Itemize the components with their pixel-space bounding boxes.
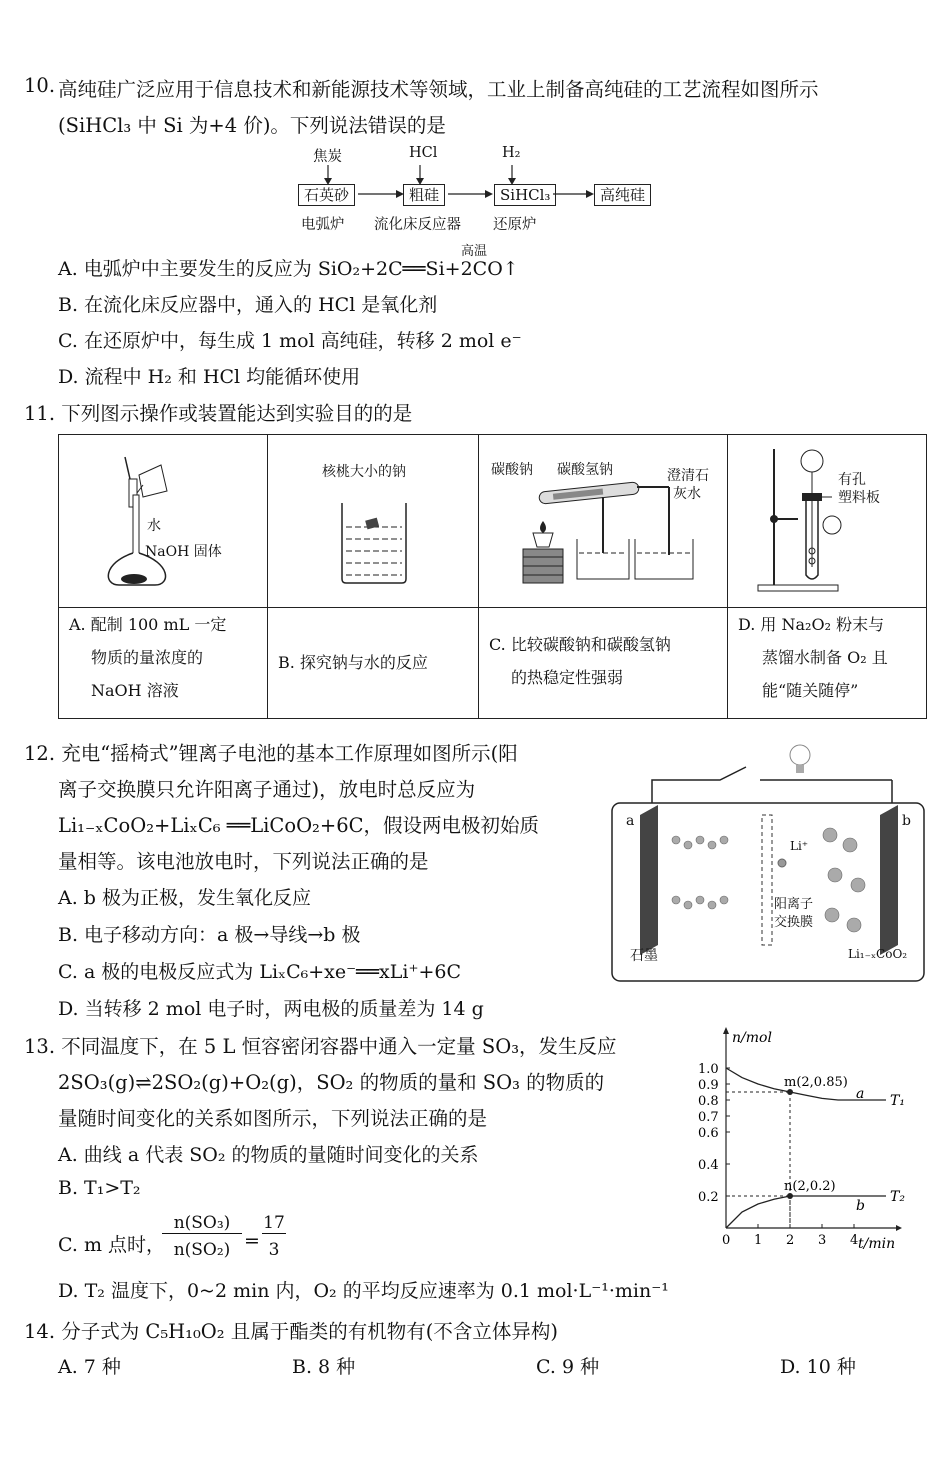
battery-label-membrane-1: 阳离子 [774, 897, 814, 912]
battery-label-a: a [626, 813, 635, 829]
q13-chart [690, 1022, 935, 1250]
label-walnut-sodium: 核桃大小的钠 [322, 464, 406, 480]
y-tick-label: 1.0 [698, 1062, 719, 1077]
x-tick-label: 3 [818, 1233, 827, 1248]
battery-label-li-ion: Li⁺ [790, 839, 809, 853]
q12-line3: Li₁₋ₓCoO₂+LiₓC₆ ══LiCoO₂+6C，假设两电极初始质 [58, 814, 540, 837]
y-axis-arrow [723, 1027, 729, 1034]
q11-cell-c [479, 608, 727, 718]
flow-unit-fluidized-bed: 流化床反应器 [374, 217, 461, 233]
q10-option-b: B. 在流化床反应器中，通入的 HCl 是氧化剂 [58, 294, 438, 316]
q12-line2: 离子交换膜只允许阳离子通过)，放电时总反应为 [58, 778, 476, 801]
q11-cell-a [59, 608, 267, 718]
q12-line4: 量相等。该电池放电时，下列说法正确的是 [58, 850, 429, 873]
q14-option-a: A. 7 种 [58, 1356, 121, 1378]
x-tick-label: 0 [722, 1233, 731, 1248]
q13-option-b: B. T₁>T₂ [58, 1177, 141, 1199]
q11-cell-a-line3: NaOH 溶液 [91, 681, 179, 700]
q13-option-c-numerator: n(SO₃) [162, 1213, 242, 1234]
flow-box-sihcl3: SiHCl₃ [494, 184, 556, 206]
q11-cell-a-line1: A. 配制 100 mL 一定 [69, 615, 227, 634]
label-na2co3: 碳酸钠 [491, 462, 533, 478]
q13-option-c-prefix: C. m 点时， [58, 1234, 165, 1256]
flow-input-hcl: HCl [409, 145, 438, 161]
q11-img-d [728, 435, 926, 607]
q10-option-c: C. 在还原炉中，每生成 1 mol 高纯硅，转移 2 mol e⁻ [58, 330, 522, 352]
q11-cell-b [268, 608, 478, 718]
iron-stand-apparatus-icon [728, 435, 926, 607]
point-label: n(2,0.2) [784, 1179, 836, 1194]
battery-label-cathode: Li₁₋ₓCoO₂ [848, 947, 908, 961]
q13-line3: 量随时间变化的关系如图所示，下列说法正确的是 [58, 1107, 488, 1130]
chart-marks [726, 1068, 905, 1228]
q11-cell-d [728, 608, 926, 718]
q11-cell-c-line2: 的热稳定性强弱 [511, 668, 624, 687]
q13-line2: 2SO₃(g)⇌2SO₂(g)+O₂(g)，SO₂ 的物质的量和 SO₃ 的物质的 [58, 1071, 605, 1094]
q13-option-c-fraction-num: 17 [263, 1213, 285, 1233]
q10-option-a: A. 电弧炉中主要发生的反应为 SiO₂+2C══Si+2CO↑ [58, 258, 519, 280]
q14-stem: 14. 分子式为 C₅H₁₀O₂ 且属于酯类的有机物有(不含立体异构) [24, 1320, 559, 1343]
y-tick-label: 0.4 [698, 1158, 719, 1173]
flow-box-quartz: 石英砂 [298, 184, 355, 206]
label-naoh-solid: NaOH 固体 [145, 544, 222, 560]
y-axis-label: n/mol [732, 1030, 772, 1046]
q10-option-d: D. 流程中 H₂ 和 HCl 均能循环使用 [58, 366, 361, 388]
q13-option-a: A. 曲线 a 代表 SO₂ 的物质的量随时间变化的关系 [58, 1144, 479, 1166]
chart-axes [698, 1027, 902, 1250]
label-water: 水 [147, 518, 161, 534]
q14-option-b: B. 8 种 [292, 1356, 356, 1378]
y-tick-label: 0.8 [698, 1094, 719, 1109]
q12-option-d: D. 当转移 2 mol 电子时，两电极的质量差为 14 g [58, 998, 484, 1020]
flow-input-h2: H₂ [502, 145, 521, 161]
y-tick-label: 0.6 [698, 1126, 719, 1141]
y-tick-label: 0.2 [698, 1190, 719, 1205]
q11-img-a [59, 435, 267, 607]
q11-cell-d-line1: D. 用 Na₂O₂ 粉末与 [738, 615, 885, 634]
q10-stem-line2: (SiHCl₃ 中 Si 为+4 价)。下列说法错误的是 [58, 114, 446, 137]
q10-stem-line1: 高纯硅广泛应用于信息技术和新能源技术等领域，工业上制备高纯硅的工艺流程如图所示 [58, 78, 819, 101]
flow-box-crude-si: 粗硅 [403, 184, 445, 206]
q11-experiment-table [58, 434, 927, 719]
q12-option-b: B. 电子移动方向：a 极→导线→b 极 [58, 924, 361, 946]
x-axis-arrow [896, 1225, 902, 1231]
label-limewater-2: 灰水 [673, 486, 701, 502]
flow-horizontal-arrows [350, 185, 600, 205]
volumetric-flask-icon [59, 435, 267, 607]
point-label: m(2,0.85) [784, 1075, 848, 1090]
q13-option-c-fraction-den: 3 [268, 1240, 280, 1260]
series-temp-a: T₁ [890, 1093, 905, 1109]
q10-number: 10. [24, 74, 56, 97]
battery-label-membrane-2: 交换膜 [774, 915, 814, 930]
q11-img-c [479, 435, 727, 607]
battery-diagram [610, 735, 928, 985]
label-limewater-1: 澄清石 [667, 468, 709, 484]
flow-input-coke: 焦炭 [313, 149, 342, 165]
label-perforated-2: 塑料板 [838, 490, 880, 506]
battery-label-b: b [902, 813, 911, 829]
q11-cell-d-line3: 能“随关随停” [762, 681, 859, 700]
x-tick-label: 2 [786, 1233, 795, 1248]
q13-line1: 13. 不同温度下，在 5 L 恒容密闭容器中通入一定量 SO₃，发生反应 [24, 1035, 617, 1058]
flow-box-pure-si: 高纯硅 [594, 184, 651, 206]
q11-stem: 11. 下列图示操作或装置能达到实验目的的是 [24, 402, 413, 425]
series-name-b: b [856, 1198, 865, 1214]
q14-option-c: C. 9 种 [536, 1356, 600, 1378]
y-tick-label: 0.7 [698, 1110, 719, 1125]
x-tick-label: 4 [850, 1233, 859, 1248]
q13-option-d: D. T₂ 温度下，0~2 min 内，O₂ 的平均反应速率为 0.1 mol·L⁻¹·min⁻¹ [58, 1280, 669, 1302]
q13-option-c-denominator: n(SO₂) [173, 1240, 231, 1260]
q11-cell-a-line2: 物质的量浓度的 [91, 648, 204, 667]
q10-a-condition: 高温 [461, 244, 488, 259]
series-temp-b: T₂ [890, 1189, 905, 1205]
q11-cell-b-line1: B. 探究钠与水的反应 [278, 653, 428, 672]
label-nahco3: 碳酸氢钠 [557, 462, 613, 478]
q11-cell-d-line2: 蒸馏水制备 O₂ 且 [762, 648, 888, 667]
flow-unit-reduction-furnace: 还原炉 [493, 217, 537, 233]
series-name-a: a [856, 1086, 865, 1102]
q11-cell-c-line1: C. 比较碳酸钠和碳酸氢钠 [489, 635, 671, 654]
q14-option-d: D. 10 种 [780, 1356, 856, 1378]
battery-label-graphite: 石墨 [630, 948, 658, 964]
q12-line1: 12. 充电“摇椅式”锂离子电池的基本工作原理如图所示(阳 [24, 742, 518, 765]
q12-option-c: C. a 极的电极反应式为 LiₓC₆+xe⁻══xLi⁺+6C [58, 961, 462, 983]
label-perforated-1: 有孔 [838, 472, 866, 488]
q11-img-b [268, 435, 478, 607]
x-tick-label: 1 [754, 1233, 763, 1248]
q12-option-a: A. b 极为正极，发生氧化反应 [58, 887, 312, 909]
y-tick-label: 0.9 [698, 1078, 719, 1093]
flow-unit-arc-furnace: 电弧炉 [301, 217, 345, 233]
q13-option-c-equals: = [244, 1230, 260, 1252]
x-axis-label: t/min [858, 1236, 896, 1250]
